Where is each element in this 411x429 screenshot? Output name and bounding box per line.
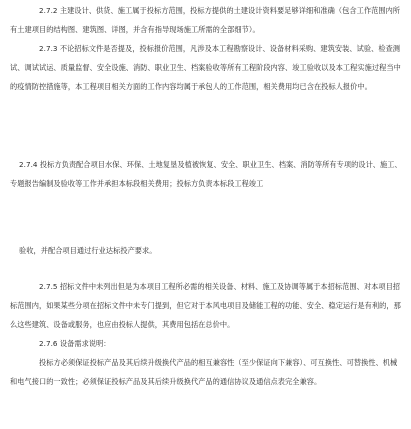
section-2-7-4-paragraph: 2.7.4 投标方负责配合项目水保、环保、土地复垦及植被恢复、安全、职业卫生、档案、消防等所有专项的设计、施工、专题报告编制及验收等工作并承担本标段相关费用；投标方负责本标段工程竣工	[10, 160, 402, 188]
equipment-requirements-paragraph: 投标方必须保证投标产品及其后续升级换代产品的相互兼容性（至少保证向下兼容）、可互换性、可替换性、机械和电气接口的一致性；必须保证投标产品及其后续升级换代产品的通信协议及通信点表完全兼容。	[10, 358, 398, 386]
section-2-7-5-paragraph: 2.7.5 招标文件中未列出但是为本项目工程所必需的相关设备、材料、施工及协调等属于本招标范围、对本项目招标范围内，如果某些分项在招标文件中未专门提到，但它对于本风电项目及储能工程的功能、安全、稳定运行是有利的，那么这些建筑、设备或服务，也应由投标人提供，其费用包括在总价中。	[10, 282, 401, 329]
section-2-7-4-continuation: 验收，并配合项目通过行业达标投产要求。	[19, 246, 157, 255]
section-2-7-6-heading: 2.7.6 设备需求说明：	[39, 339, 111, 348]
section-2-7-2-paragraph: 2.7.2 主建设计、供货、施工属于投标方范围，投标方提供的土建设计资料要足够详细和准确（包含工作范围内所有土建项目的结构图、建筑图、详图，并含有指导现场施工所需的全部细节）。	[10, 6, 401, 34]
section-2-7-3-paragraph: 2.7.3 不论招标文件是否提及，投标报价范围，凡涉及本工程勘察设计、设备材料采购、建筑安装、试验、检查测试、调试试运、质量监督、安全设施、消防、职业卫生、档案验收等所有工程阶段内容、竣工验收以及本工程实施过程当中的疫情防控措施等，本工程项目相关方面的工作内容均属于承包人的工作范围，相关费用均已含在投标人报价中。	[10, 44, 401, 91]
